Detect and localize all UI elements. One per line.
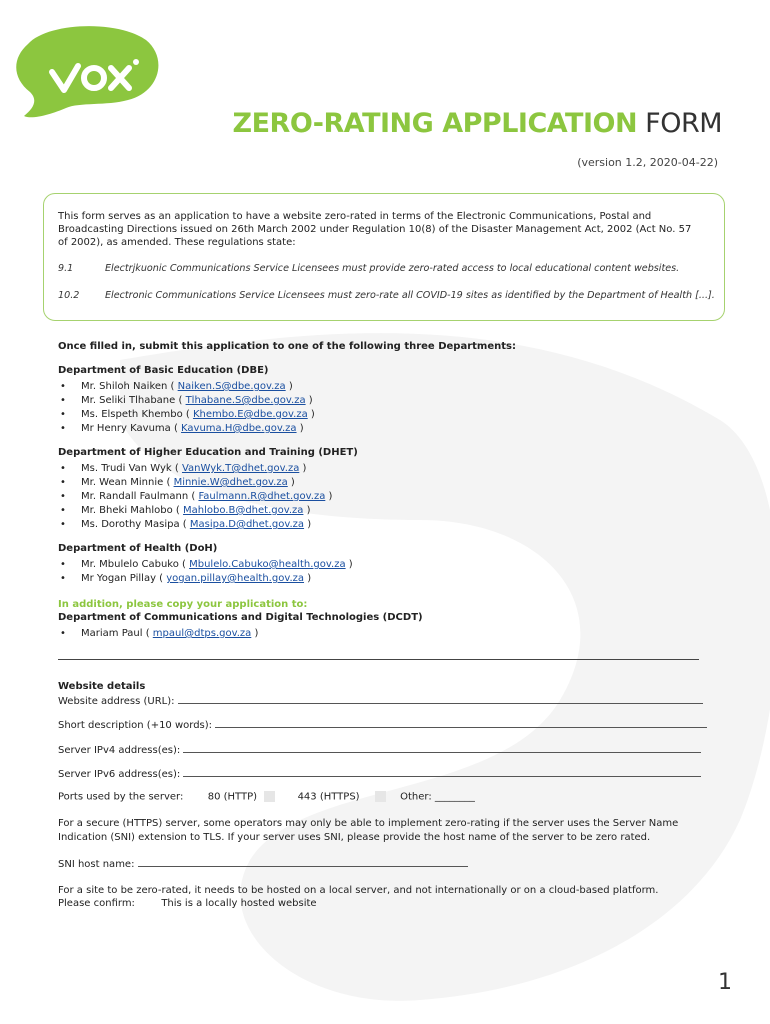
contact-name: Mr. Seliki Tlhabane ( — [81, 395, 186, 406]
bullet-icon: • — [60, 463, 66, 474]
contact-item — [58, 504, 358, 518]
regulation-item — [58, 263, 679, 274]
contact-name: Mr Yogan Pillay ( — [81, 573, 167, 584]
department-name: Department of Health (DoH) — [58, 543, 218, 554]
contact-name: Ms. Dorothy Masipa ( — [81, 519, 190, 530]
contact-end: ) — [296, 423, 304, 434]
contact-end: ) — [303, 505, 311, 516]
contact-end: ) — [304, 519, 312, 530]
contact-item — [58, 518, 358, 532]
contact-list — [58, 462, 358, 532]
email-link[interactable]: Minnie.W@dhet.gov.za — [173, 477, 288, 488]
contact-item — [58, 476, 358, 490]
bullet-icon: • — [60, 628, 66, 639]
bullet-icon: • — [60, 573, 66, 584]
description-label: Short description (+10 words): — [58, 720, 213, 731]
regulation-item — [58, 290, 715, 301]
bullet-icon: • — [60, 409, 66, 420]
ipv4-row — [58, 743, 701, 756]
email-link[interactable]: mpaul@dtps.gov.za — [152, 628, 252, 639]
contact-end: ) — [285, 381, 293, 392]
page-title — [233, 108, 722, 139]
bullet-icon: • — [60, 381, 66, 392]
ports-label: Ports used by the server: — [58, 791, 184, 803]
email-link[interactable]: Masipa.D@dhet.gov.za — [189, 519, 305, 530]
version-label: (version 1.2, 2020-04-22) — [577, 156, 718, 169]
bullet-icon: • — [60, 559, 66, 570]
bullet-icon: • — [60, 491, 66, 502]
bullet-icon: • — [60, 505, 66, 516]
ipv6-input[interactable] — [183, 767, 701, 777]
url-label: Website address (URL): — [58, 696, 175, 707]
contact-list — [58, 380, 315, 436]
intro-text: This form serves as an application to have a website zero-rated in terms of the Electronic Communications, Postal and Broadcasting Directions issued on 26th March 2002 under Regulation 10(8) of the Disaster Management Act, 2002 (Act No. 57 of 2002), as amended. These regulations state: — [58, 211, 692, 248]
bullet-icon: • — [60, 423, 66, 434]
contact-end: ) — [325, 491, 333, 502]
title-green: ZERO-RATING APPLICATION — [232, 108, 638, 139]
ipv6-label: Server IPv6 address(es): — [58, 769, 181, 780]
ipv6-row — [58, 767, 701, 780]
contact-end: ) — [287, 477, 295, 488]
url-row — [58, 694, 703, 707]
confirm-label: Please confirm: — [58, 898, 135, 909]
description-row — [58, 718, 707, 731]
email-link[interactable]: Faulmann.R@dhet.gov.za — [198, 491, 326, 502]
bullet-icon: • — [60, 519, 66, 530]
email-link[interactable]: yogan.pillay@health.gov.za — [166, 573, 305, 584]
divider — [58, 659, 699, 660]
regulation-text: Electrjkuonic Communications Service Licensees must provide zero-rated access to local educational content websites. — [105, 263, 680, 274]
contact-item — [58, 408, 315, 422]
contact-end: ) — [251, 628, 259, 639]
contact-name: Mr. Randall Faulmann ( — [81, 491, 199, 502]
contact-name: Mr Henry Kavuma ( — [81, 423, 182, 434]
title-dark: FORM — [637, 108, 722, 139]
contact-name: Mr. Mbulelo Cabuko ( — [81, 559, 190, 570]
port-http-label: 80 (HTTP) — [207, 791, 257, 803]
contact-item — [58, 490, 358, 504]
confirm-row — [58, 898, 317, 909]
bullet-icon: • — [60, 477, 66, 488]
contact-name: Mariam Paul ( — [81, 628, 153, 639]
contact-list — [58, 558, 353, 586]
contact-name: Ms. Trudi Van Wyk ( — [81, 463, 182, 474]
contact-item — [58, 422, 315, 436]
ipv4-label: Server IPv4 address(es): — [58, 745, 181, 756]
email-link[interactable]: Khembo.E@dbe.gov.za — [192, 409, 308, 420]
port-http-checkbox[interactable] — [264, 791, 275, 802]
contact-end: ) — [305, 395, 313, 406]
contact-end: ) — [345, 559, 353, 570]
regulation-number: 9.1 — [58, 263, 74, 274]
contact-end: ) — [304, 573, 312, 584]
department-dhet — [58, 447, 358, 532]
contact-item — [58, 380, 315, 394]
ports-row — [58, 791, 475, 803]
port-https-label: 443 (HTTPS) — [297, 791, 360, 803]
bullet-icon: • — [60, 395, 66, 406]
sni-row — [58, 857, 468, 870]
contact-item — [58, 558, 353, 572]
email-link[interactable]: Mahlobo.B@dhet.gov.za — [183, 505, 304, 516]
email-link[interactable]: Naiken.S@dbe.gov.za — [177, 381, 286, 392]
email-link[interactable]: Kavuma.H@dbe.gov.za — [181, 423, 297, 434]
contact-item — [58, 394, 315, 408]
department-dbe — [58, 365, 315, 436]
email-link[interactable]: Tlhabane.S@dbe.gov.za — [185, 395, 306, 406]
department-name: Department of Higher Education and Training (DHET) — [58, 447, 358, 458]
regulation-text: Electronic Communications Service Licensees must zero-rate all COVID-19 sites as identified by the Department of Health [...]. — [105, 290, 715, 301]
port-other-field[interactable]: Other: ________ — [400, 791, 475, 803]
intro-box — [43, 193, 725, 321]
contact-list — [58, 627, 423, 641]
submit-heading: Once filled in, submit this application to one of the following three Departments: — [58, 341, 516, 352]
contact-name: Mr. Wean Minnie ( — [81, 477, 174, 488]
contact-name: Ms. Elspeth Khembo ( — [81, 409, 193, 420]
page-number: 1 — [718, 970, 732, 995]
department-name: Department of Basic Education (DBE) — [58, 365, 269, 376]
vox-logo — [8, 16, 168, 121]
contact-end: ) — [299, 463, 307, 474]
confirm-value[interactable]: This is a locally hosted website — [161, 898, 317, 909]
contact-item — [58, 572, 353, 586]
local-paragraph: For a site to be zero-rated, it needs to be hosted on a local server, and not internationally or on a cloud-based platform. — [58, 885, 659, 896]
contact-name: Mr. Shiloh Naiken ( — [81, 381, 178, 392]
email-link[interactable]: Mbulelo.Cabuko@health.gov.za — [189, 559, 346, 570]
sni-label: SNI host name: — [58, 859, 135, 870]
url-input[interactable] — [178, 694, 703, 704]
ipv4-input[interactable] — [183, 743, 701, 753]
department-name: Department of Communications and Digital Technologies (DCDT) — [58, 612, 423, 623]
copy-heading: In addition, please copy your application to: — [58, 599, 308, 610]
sni-input[interactable] — [138, 857, 468, 867]
contact-item — [58, 462, 358, 476]
copy-section — [58, 599, 423, 641]
website-heading: Website details — [58, 681, 146, 692]
department-doh — [58, 543, 353, 586]
regulation-number: 10.2 — [58, 290, 80, 301]
sni-paragraph: For a secure (HTTPS) server, some operators may only be able to implement zero-rating if the server uses the Server Name Indication (SNI) extension to TLS. If your server uses SNI, please provide the host name of the server to be zero rated. — [58, 818, 679, 843]
contact-item — [58, 627, 423, 641]
email-link[interactable]: VanWyk.T@dhet.gov.za — [181, 463, 300, 474]
contact-end: ) — [307, 409, 315, 420]
port-https-checkbox[interactable] — [375, 791, 386, 802]
description-input[interactable] — [215, 718, 707, 728]
contact-name: Mr. Bheki Mahlobo ( — [81, 505, 183, 516]
